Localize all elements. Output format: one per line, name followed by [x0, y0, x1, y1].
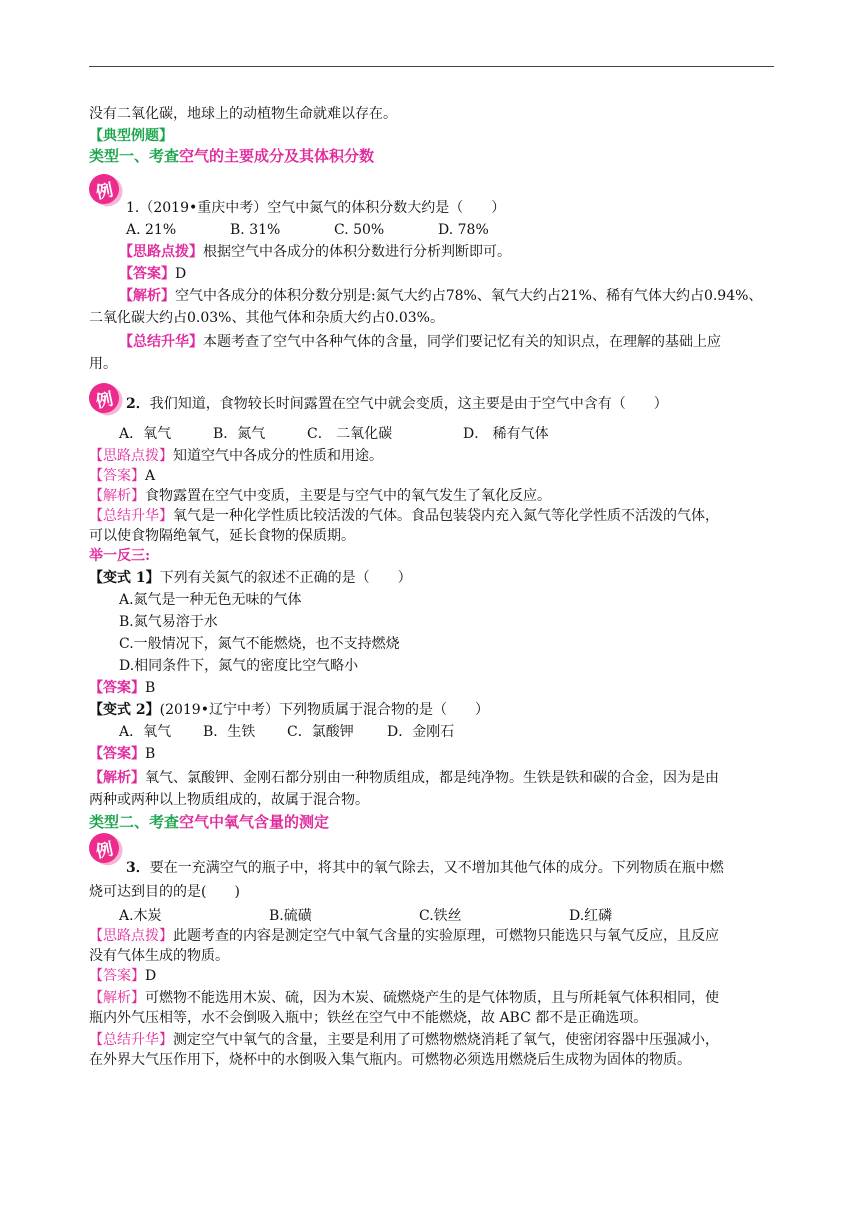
ex1-summary: 【总结升华】本题考查了空气中各种气体的含量，同学们要记忆有关的知识点，在理解的基础上应	[119, 334, 721, 350]
ex2-options: A．氧气 B．氮气 C． 二氧化碳 D． 稀有气体	[119, 426, 549, 442]
ex1-hint: 【思路点拨】根据空气中各成分的体积分数进行分析判断即可。	[119, 244, 511, 260]
type2-heading: 类型二、考查空气中氧气含量的测定	[89, 813, 330, 831]
ex3-hint: 【思路点拨】此题考查的内容是测定空气中氧气含量的实验原理，可燃物只能选只与氧气反应，且反应	[89, 928, 719, 944]
ex3-hint-cont: 没有气体生成的物质。	[89, 948, 229, 964]
example-badge-1: 例	[86, 171, 122, 207]
header-rule	[89, 66, 774, 67]
var1-question: 【变式 1】下列有关氮气的叙述不正确的是（ ）	[89, 570, 412, 586]
ex1-analysis-cont: 二氧化碳大约占0.03%、其他气体和杂质大约占0.03%。	[89, 310, 444, 326]
ex1-analysis: 【解析】空气中各成分的体积分数分别是:氮气大约占78%、氧气大约占21%、稀有气体大约占0.94%、	[119, 288, 763, 304]
ex3-options: A.木炭 B.硫磺 C.铁丝 D.红磷	[119, 908, 613, 924]
var1-option-c: C.一般情况下，氮气不能燃烧，也不支持燃烧	[119, 636, 400, 652]
intro-text: 没有二氧化碳，地球上的动植物生命就难以存在。	[89, 106, 397, 122]
var1-answer: 【答案】B	[89, 680, 156, 696]
var2-options: A．氧气 B．生铁 C．氯酸钾 D．金刚石	[119, 724, 455, 740]
ex2-analysis: 【解析】食物露置在空气中变质，主要是与空气中的氧气发生了氧化反应。	[89, 488, 551, 504]
ex3-summary-cont: 在外界大气压作用下，烧杯中的水倒吸入集气瓶内。可燃物必须选用燃烧后生成物为固体的物质。	[89, 1052, 691, 1068]
ex3-answer: 【答案】D	[89, 968, 157, 984]
var1-option-b: B.氮气易溶于水	[119, 614, 218, 630]
example-badge-2: 例	[86, 380, 122, 416]
var2-answer: 【答案】B	[89, 746, 156, 762]
example-badge-3: 例	[86, 830, 122, 866]
ex1-question: 1.（2019•重庆中考）空气中氮气的体积分数大约是（ ）	[126, 200, 506, 216]
ex2-question: 2．我们知道，食物较长时间露置在空气中就会变质，这主要是由于空气中含有（ ）	[126, 396, 668, 412]
var2-question: 【变式 2】(2019•辽宁中考）下列物质属于混合物的是（ ）	[89, 702, 489, 718]
ex2-summary-cont: 可以使食物隔绝氧气，延长食物的保质期。	[89, 528, 355, 544]
section-heading: 【典型例题】	[89, 128, 173, 144]
ex3-analysis: 【解析】可燃物不能选用木炭、硫，因为木炭、硫燃烧产生的是气体物质，且与所耗氧气体积相同，使	[89, 990, 719, 1006]
var1-option-a: A.氮气是一种无色无味的气体	[119, 592, 302, 608]
var1-option-d: D.相同条件下，氮气的密度比空气略小	[119, 658, 359, 674]
ex3-question: 3．要在一充满空气的瓶子中，将其中的氧气除去，又不增加其他气体的成分。下列物质在瓶中燃	[126, 860, 724, 876]
ex1-options: A. 21% B. 31% C. 50% D. 78%	[126, 222, 489, 238]
document-body	[89, 104, 775, 1070]
type1-heading: 类型一、考查空气的主要成分及其体积分数	[89, 147, 375, 165]
var2-analysis: 【解析】氧气、氯酸钾、金刚石都分别由一种物质组成，都是纯净物。生铁是铁和碳的合金，因为是由	[89, 770, 719, 786]
practice-heading: 举一反三:	[89, 548, 151, 564]
ex3-summary: 【总结升华】测定空气中氧气的含量，主要是利用了可燃物燃烧消耗了氧气，使密闭容器中压强减小，	[89, 1032, 719, 1048]
var2-analysis-cont: 两种或两种以上物质组成的，故属于混合物。	[89, 792, 369, 808]
ex2-summary: 【总结升华】氧气是一种化学性质比较活泼的气体。食品包装袋内充入氮气等化学性质不活泼的气体，	[89, 508, 719, 524]
ex3-question-cont: 烧可达到目的的是( )	[89, 884, 240, 900]
ex3-analysis-cont: 瓶内外气压相等，水不会倒吸入瓶中；铁丝在空气中不能燃烧，故 ABC 都不是正确选项。	[89, 1010, 648, 1026]
ex1-summary-cont: 用。	[89, 356, 117, 372]
ex2-hint: 【思路点拨】知道空气中各成分的性质和用途。	[89, 448, 383, 464]
ex2-answer: 【答案】A	[89, 468, 156, 484]
ex1-answer: 【答案】D	[119, 266, 187, 282]
